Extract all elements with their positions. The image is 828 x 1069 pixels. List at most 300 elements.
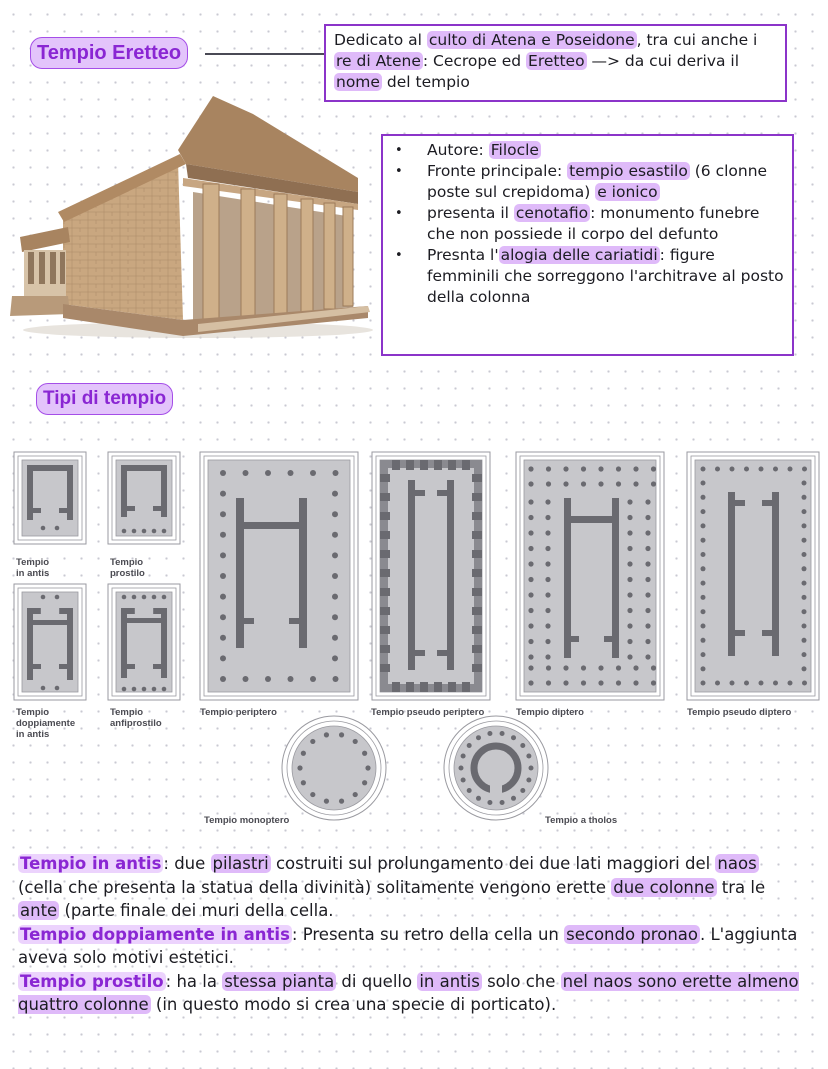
pseudo-periptero-cella-r — [447, 480, 454, 670]
fact-text: presenta il — [427, 204, 514, 222]
pseudo-diptero-column — [701, 652, 706, 657]
pseudo-diptero-column — [802, 581, 807, 586]
diptero-column — [651, 680, 656, 685]
diptero-column — [545, 608, 550, 613]
diptero-column — [545, 592, 550, 597]
dedication-text: del tempio — [381, 73, 470, 91]
term-doppiamente-in-antis: Tempio doppiamente in antis — [20, 924, 290, 944]
pseudo-periptero-half-column — [462, 682, 470, 692]
definition-text: (parte finale dei muri della cella. — [59, 901, 334, 920]
dedication-text: Dedicato al — [334, 31, 427, 49]
diptero-column — [563, 466, 568, 471]
monoptero-column — [353, 739, 358, 744]
diptero-column — [528, 561, 533, 566]
periptero-column — [220, 470, 226, 476]
highlight-pillars: pilastri — [212, 854, 269, 873]
pseudo-diptero-column — [802, 624, 807, 629]
diptero-column — [627, 608, 632, 613]
periptero-column — [332, 635, 338, 641]
anfiprostilo-column — [122, 687, 127, 692]
plan-pseudo-diptero-stylobate — [695, 460, 811, 692]
pseudo-diptero-column — [701, 581, 706, 586]
pseudo-periptero-half-column — [472, 569, 482, 577]
monoptero-column — [310, 792, 315, 797]
fact-text: Autore: — [427, 141, 489, 159]
periptero-column — [220, 594, 226, 600]
diptero-column — [633, 680, 638, 685]
anfiprostilo-door-r — [153, 664, 167, 669]
diptero-column — [546, 481, 551, 486]
pseudo-periptero-door — [437, 490, 447, 496]
definition-text: tra le — [716, 877, 766, 897]
monoptero-column — [324, 799, 329, 804]
diptero-column — [528, 466, 533, 471]
in-antis-column — [41, 526, 46, 531]
periptero-column — [220, 491, 226, 497]
diptero-column — [545, 515, 550, 520]
monoptero-column — [353, 792, 358, 797]
tholos-column — [500, 800, 505, 805]
diptero-column — [627, 530, 632, 535]
periptero-column — [243, 470, 249, 476]
periptero-ante-l — [244, 618, 254, 624]
diptero-column — [563, 665, 568, 670]
pseudo-diptero-column — [773, 467, 778, 472]
pseudo-diptero-column — [701, 509, 706, 514]
tholos-column — [526, 754, 531, 759]
tholos-column — [500, 731, 505, 736]
pseudo-diptero-column — [802, 609, 807, 614]
diptero-column — [627, 623, 632, 628]
pseudo-periptero-door — [415, 490, 425, 496]
diptero-column — [616, 665, 621, 670]
label-pseudo-periptero: Tempio pseudo periptero — [371, 707, 485, 718]
diptero-column — [645, 639, 650, 644]
tholos-column — [511, 735, 516, 740]
fact-author — [387, 140, 784, 161]
definition-text: . L'aggiunta aveva solo motivi estetici. — [18, 924, 798, 967]
diptero-column — [633, 665, 638, 670]
diptero-column — [545, 546, 550, 551]
highlight-four-columns: nel naos sono erette almeno quattro colonne — [18, 971, 799, 1014]
diptero-column — [645, 561, 650, 566]
pseudo-diptero-column — [802, 495, 807, 500]
tholos-column — [467, 743, 472, 748]
prostilo-column — [162, 529, 167, 534]
diptero-column — [528, 639, 533, 644]
in-antis-column — [55, 526, 60, 531]
label-diptero: Tempio diptero — [516, 707, 584, 718]
pseudo-diptero-column — [802, 595, 807, 600]
highlight-erechtheus: Eretteo — [528, 52, 585, 70]
diptero-wall-r — [612, 498, 619, 658]
diptero-column — [598, 481, 603, 486]
label-in-antis: Tempio in antis — [16, 557, 50, 579]
definition-text: : due — [163, 854, 211, 873]
diptero-column — [545, 577, 550, 582]
pseudo-periptero-half-column — [472, 512, 482, 520]
diptero-column — [581, 680, 586, 685]
diptero-column — [545, 499, 550, 504]
pseudo-diptero-door — [735, 500, 745, 506]
diptero-column — [581, 466, 586, 471]
periptero-wall-l — [236, 498, 244, 648]
monoptero-column — [301, 780, 306, 785]
diptero-column — [546, 665, 551, 670]
pseudo-diptero-door — [762, 630, 772, 636]
plan-diptero-stylobate — [524, 460, 656, 692]
diptero-column — [645, 546, 650, 551]
anfiprostilo-column — [142, 595, 147, 600]
definition-text: (in questo modo si crea una specie di porticato). — [150, 995, 557, 1014]
diptero-column — [651, 665, 656, 670]
pseudo-periptero-half-column — [472, 550, 482, 558]
pseudo-periptero-floor — [388, 468, 474, 684]
anfiprostilo-column — [142, 687, 147, 692]
periptero-column — [332, 614, 338, 620]
periptero-column — [288, 470, 294, 476]
term-in-antis: Tempio in antis — [20, 854, 162, 873]
pseudo-diptero-column — [802, 652, 807, 657]
pseudo-diptero-column — [701, 624, 706, 629]
diptero-column — [581, 665, 586, 670]
periptero-column — [310, 676, 316, 682]
pseudo-periptero-half-column — [472, 588, 482, 596]
highlight-second-pronaos: secondo pronao — [566, 924, 698, 944]
periptero-column — [288, 676, 294, 682]
diptero-column — [598, 466, 603, 471]
pseudo-diptero-wall-r — [772, 492, 779, 656]
pseudo-diptero-column — [701, 681, 706, 686]
pseudo-periptero-half-column — [472, 607, 482, 615]
pseudo-diptero-column — [773, 681, 778, 686]
definition-text: : ha la — [165, 971, 223, 991]
periptero-column — [332, 594, 338, 600]
doppiamente-cella-side-wall-l — [27, 608, 33, 680]
diptero-column — [627, 499, 632, 504]
periptero-column — [220, 552, 226, 558]
periptero-column — [265, 470, 271, 476]
pseudo-diptero-column — [802, 538, 807, 543]
diptero-column — [528, 546, 533, 551]
pseudo-diptero-column — [715, 467, 720, 472]
definition-text: solo che — [481, 971, 561, 991]
monoptero-column — [324, 732, 329, 737]
anfiprostilo-column — [162, 687, 167, 692]
diptero-column — [546, 680, 551, 685]
diptero-column — [645, 530, 650, 535]
highlight-ante: ante — [20, 901, 58, 920]
diptero-column — [627, 561, 632, 566]
label-doppiamente-in-antis: Tempio doppiamente in antis — [16, 707, 76, 740]
periptero-column — [332, 573, 338, 579]
pseudo-periptero-half-column — [380, 664, 390, 672]
periptero-column — [243, 676, 249, 682]
pseudo-periptero-door — [415, 650, 425, 656]
pseudo-diptero-column — [759, 681, 764, 686]
doppiamente-column — [41, 686, 46, 691]
periptero-column — [220, 532, 226, 538]
diptero-column — [645, 654, 650, 659]
periptero-column — [332, 491, 338, 497]
fact-text: : monumento funebre che non possiede il corpo del defunto — [427, 204, 760, 243]
definition-doppiamente — [18, 923, 808, 970]
tholos-column — [467, 788, 472, 793]
diptero-column — [545, 654, 550, 659]
pseudo-periptero-half-column — [472, 493, 482, 501]
diptero-column — [616, 481, 621, 486]
diptero-column — [545, 530, 550, 535]
prostilo-door-r — [153, 506, 167, 511]
diptero-column — [528, 481, 533, 486]
doppiamente-cella-side-wall-r — [67, 608, 73, 680]
pseudo-periptero-half-column — [434, 682, 442, 692]
plans-diagram — [0, 440, 828, 840]
diptero-column — [563, 481, 568, 486]
tholos-column — [529, 766, 534, 771]
tholos-column — [476, 796, 481, 801]
definition-prostilo — [18, 970, 808, 1017]
erechtheion-title: Tempio Eretteo — [30, 37, 188, 69]
tholos-column — [487, 800, 492, 805]
pseudo-diptero-column — [802, 467, 807, 472]
tholos-column — [476, 735, 481, 740]
pseudo-periptero-half-column — [448, 682, 456, 692]
pseudo-periptero-half-column — [380, 512, 390, 520]
diptero-column — [598, 665, 603, 670]
diptero-column — [645, 623, 650, 628]
tholos-column — [511, 796, 516, 801]
doppiamente-column — [55, 686, 60, 691]
pseudo-periptero-door — [437, 650, 447, 656]
highlight-ionic: e ionico — [597, 183, 658, 201]
prostilo-column — [152, 529, 157, 534]
facts-note — [381, 134, 794, 356]
anfiprostilo-column — [152, 595, 157, 600]
fact-text: Fronte principale: — [427, 162, 568, 180]
definition-text: costruiti sul prolungamento dei due lati maggiori del — [270, 854, 716, 873]
diptero-column — [563, 680, 568, 685]
pseudo-periptero-half-column — [472, 474, 482, 482]
pseudo-diptero-column — [802, 481, 807, 486]
pseudo-periptero-half-column — [380, 569, 390, 577]
periptero-wall-r — [299, 498, 307, 648]
pseudo-diptero-column — [701, 638, 706, 643]
pseudo-periptero-half-column — [472, 664, 482, 672]
pseudo-periptero-half-column — [406, 460, 414, 470]
diptero-wall-mid — [571, 516, 612, 523]
prostilo-column — [132, 529, 137, 534]
pseudo-periptero-half-column — [380, 588, 390, 596]
pseudo-diptero-column — [701, 523, 706, 528]
pseudo-diptero-column — [701, 552, 706, 557]
diptero-ante-r — [604, 636, 612, 642]
fact-text: (6 clonne poste sul crepidoma) — [427, 162, 768, 201]
periptero-ante-r — [289, 618, 299, 624]
pseudo-diptero-column — [802, 523, 807, 528]
doppiamente-column — [41, 595, 46, 600]
pseudo-periptero-half-column — [420, 682, 428, 692]
label-pseudo-diptero: Tempio pseudo diptero — [687, 707, 792, 718]
diptero-column — [528, 499, 533, 504]
highlight-naos: naos — [717, 854, 757, 873]
pseudo-diptero-column — [701, 467, 706, 472]
label-periptero: Tempio periptero — [200, 707, 277, 718]
pseudo-diptero-column — [802, 681, 807, 686]
diptero-column — [528, 577, 533, 582]
periptero-column — [332, 511, 338, 517]
definition-in-antis — [18, 852, 808, 923]
anfiprostilo-column — [132, 595, 137, 600]
pseudo-periptero-half-column — [420, 460, 428, 470]
highlight-cenotaph: cenotafio — [515, 204, 589, 222]
pseudo-diptero-wall-l — [728, 492, 735, 656]
highlight-caryatids: alogia delle cariatidi — [500, 246, 658, 264]
pseudo-diptero-column — [788, 467, 793, 472]
periptero-column — [220, 573, 226, 579]
highlight-cult: culto di Atena e Poseidone — [428, 31, 635, 49]
fact-front — [387, 161, 784, 203]
pseudo-diptero-column — [730, 681, 735, 686]
fact-text: : figure femminili che sorreggono l'architrave al posto della colonna — [427, 246, 784, 306]
dedication-text: : Cecrope ed — [422, 52, 527, 70]
erechtheion-temple-image — [8, 92, 373, 342]
prostilo-cella-back-wall — [121, 465, 167, 471]
definition-text: : Presenta su retro della cella un — [291, 924, 565, 944]
highlight-hexastyle: tempio esastilo — [569, 162, 688, 180]
pseudo-periptero-half-column — [380, 645, 390, 653]
periptero-column — [332, 552, 338, 558]
anfiprostilo-door-top — [121, 618, 167, 623]
periptero-column — [220, 614, 226, 620]
doppiamente-door-top — [27, 620, 73, 625]
dedication-text: , tra cui anche i — [636, 31, 758, 49]
diptero-column — [627, 654, 632, 659]
highlight-same-plan: stessa pianta — [224, 971, 335, 991]
tholos-column — [487, 731, 492, 736]
in-antis-cella-back-wall — [27, 465, 73, 471]
diptero-column — [633, 481, 638, 486]
periptero-column — [220, 655, 226, 661]
fact-caryatids — [387, 245, 784, 308]
pseudo-periptero-half-column — [380, 474, 390, 482]
periptero-column — [265, 676, 271, 682]
monoptero-stylobate — [292, 726, 376, 810]
diptero-column — [545, 623, 550, 628]
periptero-column — [220, 676, 226, 682]
monoptero-column — [339, 799, 344, 804]
diptero-column — [645, 608, 650, 613]
diptero-column — [651, 466, 656, 471]
diptero-column — [581, 481, 586, 486]
label-monoptero: Tempio monoptero — [204, 815, 290, 826]
pseudo-diptero-door — [762, 500, 772, 506]
monoptero-column — [365, 765, 370, 770]
pseudo-periptero-half-column — [472, 626, 482, 634]
doppiamente-door-r — [59, 664, 73, 669]
title-connector-line — [205, 53, 325, 55]
diptero-column — [528, 608, 533, 613]
highlight-name: nome — [336, 73, 380, 91]
plan-periptero-stylobate — [208, 460, 350, 692]
monoptero-column — [310, 739, 315, 744]
pseudo-periptero-half-column — [434, 460, 442, 470]
monoptero-column — [301, 751, 306, 756]
diptero-column — [528, 515, 533, 520]
tholos-column — [526, 777, 531, 782]
pseudo-periptero-half-column — [472, 645, 482, 653]
pseudo-diptero-column — [701, 538, 706, 543]
tholos-door — [490, 785, 502, 795]
doppiamente-door-l — [27, 664, 41, 669]
label-prostilo: Tempio prostilo — [110, 557, 145, 579]
diptero-column — [546, 466, 551, 471]
periptero-column — [333, 470, 339, 476]
periptero-column — [310, 470, 316, 476]
label-anfiprostilo: Tempio anfiprostilo — [110, 707, 162, 729]
periptero-wall-mid — [244, 522, 299, 529]
diptero-column — [627, 546, 632, 551]
pseudo-periptero-half-column — [380, 493, 390, 501]
fact-cenotaph — [387, 203, 784, 245]
anfiprostilo-door-l — [121, 664, 135, 669]
prostilo-column — [122, 529, 127, 534]
diptero-column — [545, 639, 550, 644]
diptero-column — [645, 592, 650, 597]
diptero-wall-l — [564, 498, 571, 658]
diptero-column — [598, 680, 603, 685]
pseudo-periptero-half-column — [472, 531, 482, 539]
pseudo-periptero-half-column — [392, 682, 400, 692]
pseudo-periptero-half-column — [406, 682, 414, 692]
anfiprostilo-column — [132, 687, 137, 692]
periptero-column — [220, 635, 226, 641]
pseudo-diptero-column — [715, 681, 720, 686]
pseudo-diptero-column — [802, 638, 807, 643]
in-antis-door-l — [27, 508, 41, 513]
diptero-column — [616, 680, 621, 685]
pseudo-diptero-column — [802, 666, 807, 671]
pseudo-diptero-column — [730, 467, 735, 472]
diptero-column — [528, 665, 533, 670]
diptero-column — [528, 592, 533, 597]
periptero-column — [333, 676, 339, 682]
prostilo-door-l — [121, 506, 135, 511]
diptero-column — [545, 561, 550, 566]
periptero-column — [332, 532, 338, 538]
definitions-text — [18, 852, 808, 1017]
definition-text: (cella che presenta la statua della divinità) solitamente vengono erette — [18, 877, 612, 897]
diptero-column — [645, 577, 650, 582]
periptero-column — [220, 511, 226, 517]
highlight-in-antis: in antis — [419, 971, 480, 991]
periptero-column — [332, 655, 338, 661]
tholos-column — [520, 788, 525, 793]
anfiprostilo-column — [152, 687, 157, 692]
diptero-ante-l — [571, 636, 579, 642]
monoptero-column — [362, 780, 367, 785]
pseudo-diptero-column — [701, 595, 706, 600]
pseudo-diptero-column — [744, 467, 749, 472]
tholos-column — [461, 777, 466, 782]
pseudo-diptero-column — [744, 681, 749, 686]
pseudo-periptero-half-column — [380, 531, 390, 539]
pseudo-periptero-half-column — [392, 460, 400, 470]
pseudo-diptero-column — [701, 609, 706, 614]
diptero-column — [645, 499, 650, 504]
diptero-column — [633, 466, 638, 471]
diptero-column — [528, 530, 533, 535]
